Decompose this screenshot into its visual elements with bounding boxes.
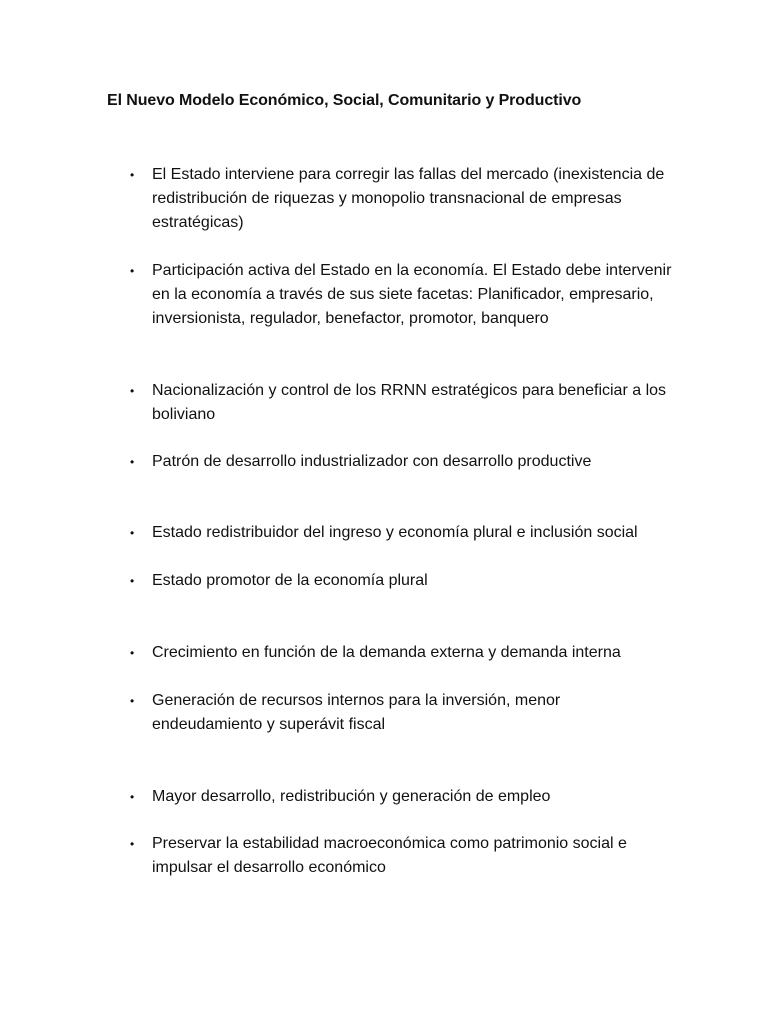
list-item [130, 521, 672, 545]
list-item [130, 785, 672, 809]
list-item-text: Preservar la estabilidad macroeconómica como patrimonio social e impulsar el desarrollo económico [152, 835, 627, 876]
bullet-icon: • [130, 168, 135, 182]
bullet-icon: • [130, 384, 135, 398]
list-item-text: Estado promotor de la economía plural [152, 572, 428, 589]
list-item-text: Patrón de desarrollo industrializador con desarrollo productive [152, 453, 592, 470]
document-title: El Nuevo Modelo Económico, Social, Comunitario y Productivo [107, 92, 582, 109]
list-item [130, 569, 672, 593]
bullet-icon: • [130, 526, 135, 540]
list-item-text: Nacionalización y control de los RRNN estratégicos para beneficiar a los boliviano [152, 382, 667, 423]
list-item-text: Estado redistribuidor del ingreso y economía plural e inclusión social [152, 524, 638, 541]
list-item [130, 832, 672, 880]
list-item-text: El Estado interviene para corregir las fallas del mercado (inexistencia de redistribución de riquezas y monopolio transnacional de empresas estratégicas) [152, 166, 665, 231]
bullet-icon: • [130, 574, 135, 588]
list-item-text: Generación de recursos internos para la inversión, menor endeudamiento y superávit fiscal [152, 692, 561, 733]
list-item [130, 379, 672, 427]
bullet-icon: • [130, 790, 135, 804]
list-item-text: Participación activa del Estado en la economía. El Estado debe intervenir en la economía a través de sus siete facetas: Planificador, empresario, inversionista, regulador, benefactor, promotor, banquero [152, 262, 672, 327]
bullet-icon: • [130, 455, 135, 469]
bullet-icon: • [130, 694, 135, 708]
list-item-text: Mayor desarrollo, redistribución y generación de empleo [152, 788, 551, 805]
bullet-icon: • [130, 646, 135, 660]
list-item [130, 163, 672, 235]
bullet-icon: • [130, 264, 135, 278]
list-item [130, 450, 672, 474]
list-item [130, 259, 672, 331]
list-item [130, 641, 672, 665]
bullet-icon: • [130, 837, 135, 851]
list-item-text: Crecimiento en función de la demanda externa y demanda interna [152, 644, 621, 661]
list-item [130, 689, 672, 737]
